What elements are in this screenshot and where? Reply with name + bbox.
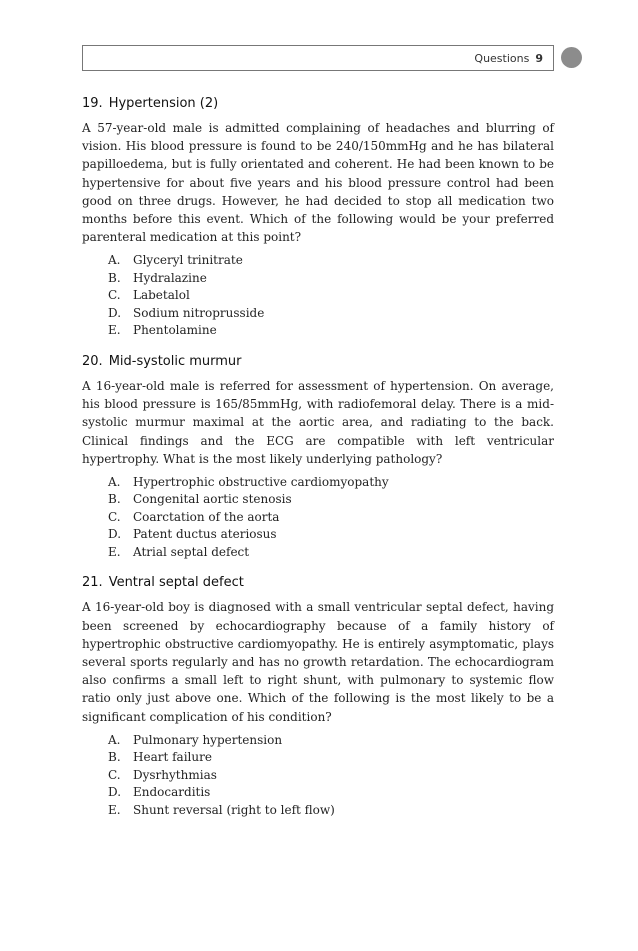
- option-letter: B.: [108, 270, 121, 285]
- questions-content: [82, 96, 554, 833]
- page-number: 9: [535, 51, 543, 65]
- answer-option: [108, 802, 554, 820]
- option-text: Heart failure: [133, 750, 212, 765]
- question-stem: A 57-year-old male is admitted complaining of headaches and blurring of vision. His blood pressure is found to be 240/150mmHg and he has bilateral papilloedema, but is fully orientated and coherent. He had been known to be hypertensive for about five years and his blood pressure control had been good on three drugs. However, he had decided to stop all medication two months before this event. Which of the following would be your preferred parenteral medication at this point?: [82, 121, 554, 245]
- answer-option: [108, 305, 554, 323]
- answer-option: [108, 287, 554, 305]
- option-text: Patent ductus ateriosus: [133, 527, 277, 542]
- answer-option: [108, 526, 554, 544]
- option-text: Pulmonary hypertension: [133, 732, 283, 747]
- question-heading: Hypertension (2): [108, 96, 219, 111]
- question-heading: Mid-systolic murmur: [108, 353, 242, 369]
- option-letter: E.: [108, 323, 121, 338]
- option-text: Labetalol: [133, 288, 190, 303]
- answer-options: [82, 732, 554, 820]
- option-letter: E.: [108, 802, 121, 817]
- option-text: Endocarditis: [133, 785, 211, 800]
- option-text: Hypertrophic obstructive cardiomyopathy: [133, 474, 389, 489]
- option-letter: B.: [108, 492, 121, 507]
- answer-option: [108, 474, 554, 492]
- header-section-title: Questions: [474, 51, 530, 65]
- option-text: Atrial septal defect: [133, 544, 250, 559]
- running-header: [82, 45, 554, 71]
- question-number: 19.: [82, 96, 103, 111]
- option-text: Congenital aortic stenosis: [133, 492, 292, 507]
- question-21: [82, 575, 554, 819]
- question-19: [82, 96, 554, 340]
- question-title: [82, 354, 554, 369]
- option-letter: A.: [108, 474, 121, 489]
- option-letter: C.: [108, 509, 121, 524]
- question-heading: Ventral septal defect: [108, 575, 244, 591]
- page-marker-dot: [561, 47, 582, 68]
- answer-option: [108, 491, 554, 509]
- question-stem: A 16-year-old male is referred for assessment of hypertension. On average, his blood pressure is 165/85mmHg, with radiofemoral delay. There is a mid-systolic murmur maximal at the aortic area, and radiating to the back. Clinical findings and the ECG are compatible with left ventricular hypertrophy. What is the most likely underlying pathology?: [82, 378, 554, 466]
- answer-options: [82, 474, 554, 562]
- question-20: [82, 354, 554, 562]
- answer-option: [108, 252, 554, 270]
- option-letter: C.: [108, 288, 121, 303]
- option-text: Coarctation of the aorta: [133, 509, 280, 524]
- answer-option: [108, 544, 554, 562]
- option-text: Phentolamine: [133, 323, 217, 338]
- answer-option: [108, 749, 554, 767]
- option-text: Glyceryl trinitrate: [133, 253, 243, 268]
- answer-option: [108, 767, 554, 785]
- question-title: [82, 575, 554, 590]
- option-text: Dysrhythmias: [133, 767, 217, 782]
- answer-option: [108, 322, 554, 340]
- answer-option: [108, 732, 554, 750]
- answer-option: [108, 270, 554, 288]
- answer-options: [82, 252, 554, 340]
- option-letter: C.: [108, 767, 121, 782]
- question-title: [82, 96, 554, 111]
- question-number: 20.: [82, 353, 103, 369]
- option-letter: D.: [108, 785, 122, 800]
- option-letter: B.: [108, 750, 121, 765]
- option-letter: E.: [108, 544, 121, 559]
- option-letter: D.: [108, 527, 122, 542]
- answer-option: [108, 509, 554, 527]
- question-stem: A 16-year-old boy is diagnosed with a small ventricular septal defect, having been screened by echocardiography because of a family history of hypertrophic obstructive cardiomyopathy. He is entirely asymptomatic, plays several sports regularly and has no growth retardation. The echocardiogram also confirms a small left to right shunt, with pulmonary to systemic flow ratio only just above one. Which of the following is the most likely to be a significant complication of his condition?: [82, 600, 554, 724]
- option-text: Sodium nitroprusside: [133, 305, 265, 320]
- option-letter: A.: [108, 732, 121, 747]
- option-text: Shunt reversal (right to left flow): [133, 802, 335, 817]
- option-letter: D.: [108, 305, 122, 320]
- option-text: Hydralazine: [133, 270, 207, 285]
- option-letter: A.: [108, 253, 121, 268]
- question-number: 21.: [82, 575, 103, 591]
- answer-option: [108, 784, 554, 802]
